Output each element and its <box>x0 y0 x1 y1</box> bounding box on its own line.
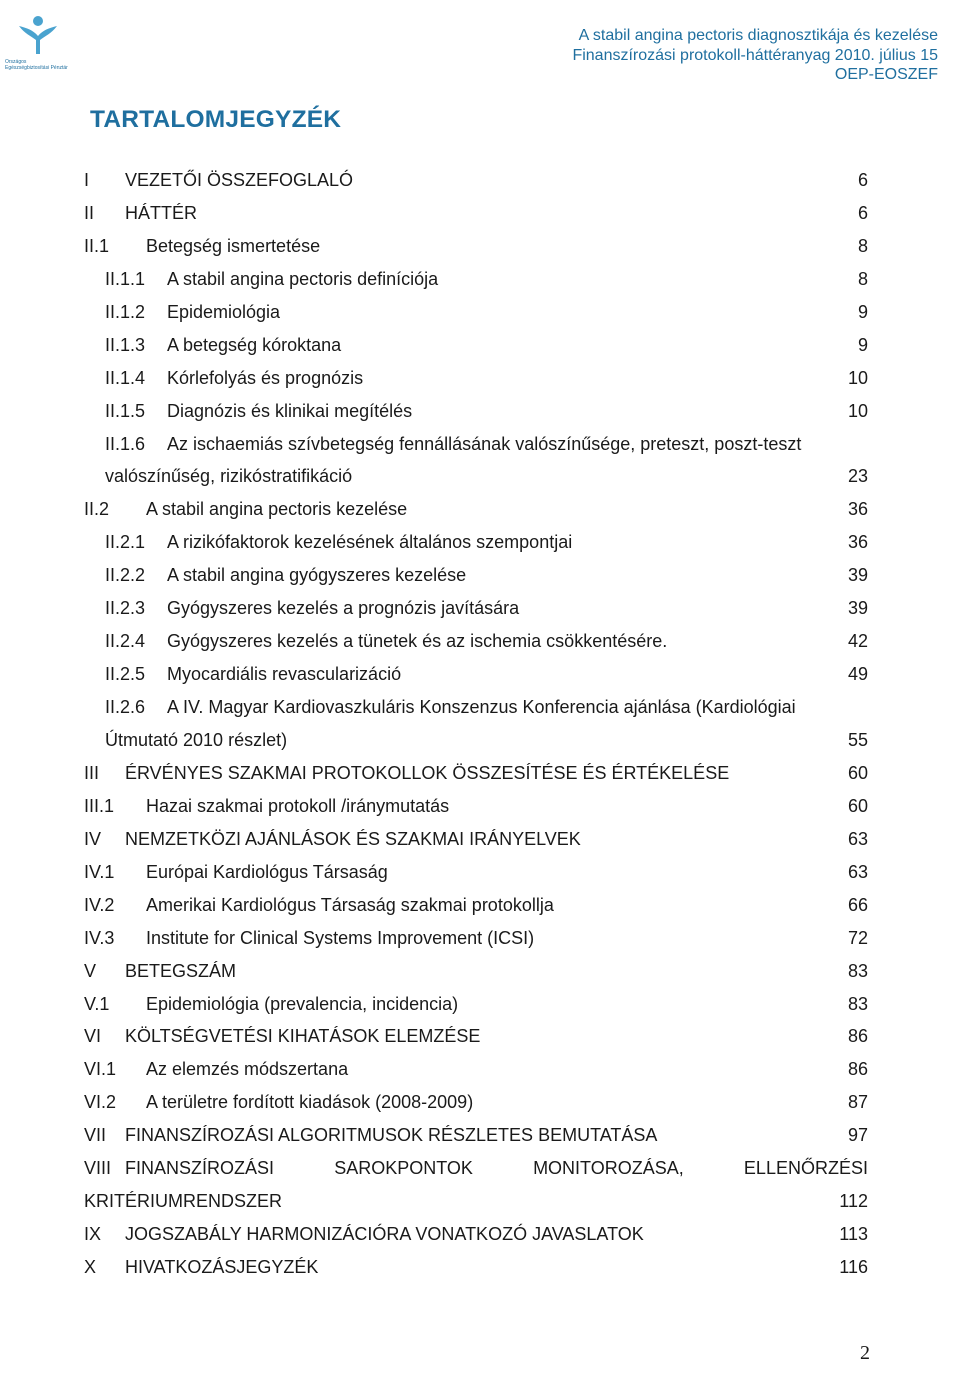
toc-entry-title: Institute for Clinical Systems Improvement (ICSI) <box>146 927 535 948</box>
toc-entry-word: FINANSZÍROZÁSI <box>125 1158 275 1179</box>
toc-entry[interactable] <box>0 759 960 787</box>
toc-entry-number: IV.2 <box>84 894 115 915</box>
toc-entry-page: 49 <box>847 664 868 685</box>
toc-entry-title: KÖLTSÉGVETÉSI KIHATÁSOK ELEMZÉSE <box>125 1026 481 1047</box>
toc-entry[interactable] <box>0 1121 960 1149</box>
header-subtitle: Finanszírozási protokoll-háttéranyag 2010. július 15 <box>572 46 938 64</box>
toc-entry-number: II.1.6 <box>105 433 146 454</box>
toc-entry-title: FINANSZÍROZÁSI ALGORITMUSOK RÉSZLETES BEMUTATÁSA <box>125 1125 658 1146</box>
toc-entry-number: II.1.4 <box>105 367 146 388</box>
toc-entry-word: ELLENŐRZÉSI <box>743 1158 868 1179</box>
toc-entry-number: II.1.2 <box>105 301 146 322</box>
toc-entry-number: II <box>84 202 95 223</box>
toc-entry-number: II.1 <box>84 235 110 256</box>
toc-entry-title: Hazai szakmai protokoll /iránymutatás <box>146 795 450 816</box>
toc-entry-number: III.1 <box>84 795 115 816</box>
toc-entry-page: 112 <box>839 1191 868 1212</box>
toc-entry-page: 97 <box>847 1125 868 1146</box>
toc-entry-title: HIVATKOZÁSJEGYZÉK <box>125 1257 319 1278</box>
toc-entry-title: Az ischaemiás szívbetegség fennállásának valószínűsége, preteszt, poszt-teszt <box>167 433 802 454</box>
toc-entry-title: Az elemzés módszertana <box>146 1059 349 1080</box>
toc-entry-page: 87 <box>847 1092 868 1113</box>
toc-entry[interactable] <box>0 1187 960 1215</box>
toc-entry-page: 39 <box>847 598 868 619</box>
toc-entry-number: VI <box>84 1026 102 1047</box>
toc-entry-page: 10 <box>847 400 868 421</box>
toc-entry-page: 83 <box>847 993 868 1014</box>
toc-entry-page: 86 <box>847 1059 868 1080</box>
toc-entry[interactable] <box>0 726 960 754</box>
toc-entry[interactable] <box>0 1154 960 1182</box>
toc-entry-number: II.2.6 <box>105 697 146 718</box>
toc-entry[interactable] <box>0 528 960 556</box>
toc-entry-number: VI.1 <box>84 1059 117 1080</box>
toc-entry[interactable] <box>0 1253 960 1281</box>
toc-entry-page: 83 <box>847 960 868 981</box>
toc-entry-title: A IV. Magyar Kardiovaszkuláris Konszenzus Konferencia ajánlása (Kardiológiai <box>167 697 796 718</box>
toc-entry-title: Európai Kardiológus Társaság <box>146 861 388 882</box>
toc-entry[interactable] <box>0 1022 960 1050</box>
toc-entry[interactable] <box>0 1088 960 1116</box>
toc-entry-page: 72 <box>847 927 868 948</box>
toc-entry-page: 63 <box>847 861 868 882</box>
toc-entry-page: 60 <box>847 762 868 783</box>
toc-entry[interactable] <box>0 858 960 886</box>
toc-entry-page: 36 <box>847 499 868 520</box>
toc-entry-number: I <box>84 170 90 190</box>
toc-entry-number: II.2.1 <box>105 532 146 553</box>
toc-entry-title: ÉRVÉNYES SZAKMAI PROTOKOLLOK ÖSSZESÍTÉSE ÉS ÉRTÉKELÉSE <box>125 762 730 783</box>
toc-entry[interactable] <box>0 364 960 392</box>
toc-entry-title: A stabil angina gyógyszeres kezelése <box>167 565 467 586</box>
toc-entry-page: 63 <box>847 828 868 849</box>
toc-entry-number: V.1 <box>84 993 110 1014</box>
toc-entry[interactable] <box>0 561 960 589</box>
toc-entry[interactable] <box>0 693 960 721</box>
toc-entry[interactable] <box>0 627 960 655</box>
toc-entry-title: A rizikófaktorok kezelésének általános szempontjai <box>167 532 573 553</box>
toc-entry-title: A stabil angina pectoris definíciója <box>167 268 439 289</box>
toc-entry-title: Gyógyszeres kezelés a prognózis javítására <box>167 598 520 619</box>
toc-entry-page: 8 <box>857 268 868 289</box>
toc-entry-title: Epidemiológia <box>167 301 281 322</box>
toc-entry-page: 60 <box>847 795 868 816</box>
toc-entry-page: 39 <box>847 565 868 586</box>
toc-entry-title: Myocardiális revascularizáció <box>167 664 402 685</box>
toc-entry[interactable] <box>0 1220 960 1248</box>
toc-entry[interactable] <box>0 331 960 359</box>
toc-entry[interactable] <box>0 1055 960 1083</box>
toc-entry-number: II.2.4 <box>105 631 146 652</box>
toc-entry-title: Útmutató 2010 részlet) <box>105 729 288 750</box>
toc-entry[interactable] <box>0 891 960 919</box>
toc-entry-number: II.1.5 <box>105 400 146 421</box>
toc-entry[interactable] <box>0 990 960 1018</box>
toc-entry-title: Betegség ismertetése <box>146 235 321 256</box>
header-title: A stabil angina pectoris diagnosztikája és kezelése <box>578 27 938 44</box>
toc-entry-title: Epidemiológia (prevalencia, incidencia) <box>146 993 459 1014</box>
toc-entry-page: 113 <box>839 1224 868 1245</box>
toc-entry-title: Amerikai Kardiológus Társaság szakmai protokollja <box>146 894 554 915</box>
toc-entry-page: 6 <box>857 202 868 223</box>
toc-title: TARTALOMJEGYZÉK <box>90 106 342 133</box>
toc-entry[interactable] <box>0 660 960 688</box>
toc-entry-title: Diagnózis és klinikai megítélés <box>167 400 413 421</box>
toc-entry-page: 9 <box>857 334 868 355</box>
toc-entry-title: valószínűség, rizikóstratifikáció <box>105 466 353 487</box>
toc-entry-number: II.2.2 <box>105 565 146 586</box>
toc-entry-page: 23 <box>847 466 868 487</box>
toc-entry-number: III <box>84 762 100 783</box>
toc-entry-page: 36 <box>847 532 868 553</box>
toc-entry-page: 42 <box>847 631 868 652</box>
toc-entry-title: JOGSZABÁLY HARMONIZÁCIÓRA VONATKOZÓ JAVASLATOK <box>125 1224 644 1245</box>
toc-entry[interactable] <box>0 825 960 853</box>
toc-entry-title: HÁTTÉR <box>125 202 197 223</box>
toc-entry[interactable] <box>0 792 960 820</box>
toc-entry-number: VIII <box>84 1158 112 1179</box>
page-number: 2 <box>860 1342 870 1364</box>
toc-entry[interactable] <box>0 495 960 523</box>
toc-entry-title: Kórlefolyás és prognózis <box>167 367 364 388</box>
toc-entry-page: 66 <box>847 894 868 915</box>
toc-entry-title <box>125 1154 868 1182</box>
toc-entry-page: 9 <box>857 301 868 322</box>
toc-entry[interactable] <box>0 924 960 952</box>
toc-entry-number: II.1.1 <box>105 268 146 289</box>
toc-entry[interactable] <box>0 265 960 293</box>
toc-entry-number: X <box>84 1257 97 1278</box>
toc-entry-number: IV.3 <box>84 927 115 948</box>
toc-entry-title: Gyógyszeres kezelés a tünetek és az ischemia csökkentésére. <box>167 631 668 652</box>
toc-entry[interactable] <box>0 199 960 227</box>
toc-entry[interactable] <box>0 298 960 326</box>
toc-entry-title: NEMZETKÖZI AJÁNLÁSOK ÉS SZAKMAI IRÁNYELVEK <box>125 828 581 849</box>
toc-entry-number: II.2.3 <box>105 598 146 619</box>
toc-entry-page: 6 <box>857 170 868 190</box>
toc-entry-title: VEZETŐI ÖSSZEFOGLALÓ <box>125 170 354 190</box>
toc-entry-title: KRITÉRIUMRENDSZER <box>84 1191 283 1212</box>
logo-caption: Országos Egészségbiztosítási Pénztár <box>5 59 68 71</box>
toc-entry-page: 55 <box>847 729 868 750</box>
toc-entry-number: II.2 <box>84 499 110 520</box>
toc-entry-number: II.1.3 <box>105 334 146 355</box>
toc-entry-title: A területre fordított kiadások (2008-2009) <box>146 1092 474 1113</box>
toc-entry[interactable] <box>0 232 960 260</box>
toc-entry-page: 116 <box>839 1257 868 1278</box>
header-org: OEP-EOSZEF <box>834 66 938 83</box>
toc-entry[interactable] <box>0 166 960 194</box>
toc-entry-word: MONITOROZÁSA, <box>533 1158 684 1179</box>
toc-entry-number: V <box>84 960 97 981</box>
toc-entry-title: A stabil angina pectoris kezelése <box>146 499 408 520</box>
toc-entry[interactable] <box>0 397 960 425</box>
toc-entry-number: VII <box>84 1125 107 1146</box>
toc-entry-number: II.2.5 <box>105 664 146 685</box>
toc-entry[interactable] <box>0 594 960 622</box>
toc-entry-number: VI.2 <box>84 1092 117 1113</box>
toc-entry-number: IX <box>84 1224 102 1245</box>
toc-entry-title: A betegség kóroktana <box>167 334 342 355</box>
toc-entry[interactable] <box>0 957 960 985</box>
toc-entry[interactable] <box>0 462 960 490</box>
toc-entry-number: IV <box>84 828 102 849</box>
toc-entry[interactable] <box>0 430 960 458</box>
toc-entry-page: 86 <box>847 1026 868 1047</box>
toc-entry-page: 8 <box>857 235 868 256</box>
toc-entry-title: BETEGSZÁM <box>125 960 237 981</box>
toc-entry-number: IV.1 <box>84 861 115 882</box>
toc-entry-page: 10 <box>847 367 868 388</box>
toc-entry-word: SAROKPONTOK <box>334 1158 473 1179</box>
